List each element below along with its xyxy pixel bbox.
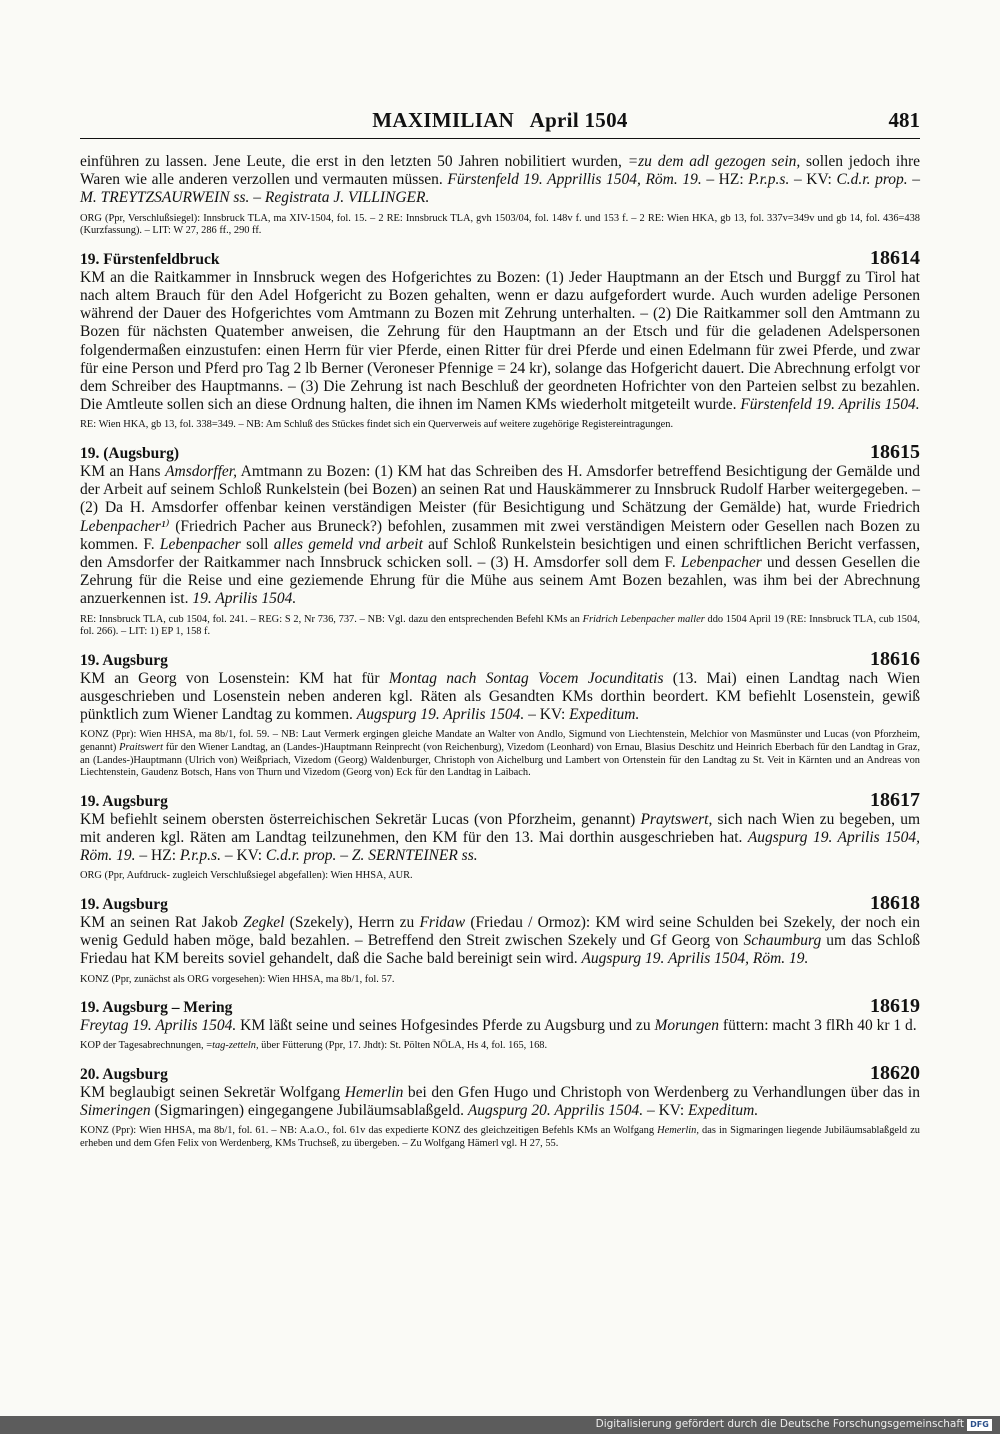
text-run-italic: Lebenpacher: [159, 535, 241, 553]
source-note: [80, 729, 920, 779]
text-run: KM an die Raitkammer in Innsbruck wegen des Hofgerichtes zu Bozen: (1) Jeder Hauptmann an der Etsch und Burggf zu Tirol hat nach altem Brauch für den Adel Hofgericht zu Bozen gehalten, wenn er dazu aufgefordert wurde. Auch wurden adelige Personen während der Dauer des Hofgerichtes vom Amtmann zu Bozen mit Zehrung unterhalten. – (2) Die Raitkammer soll den Amtmann zu Bozen für nächsten Quatember anweisen, die Zehrung für den Hauptmann an der Etsch und für die geladenen Adelspersonen folgendermaßen einzustufen: einen Herrn für vier Pferde, einen Ritter für drei Pferde und einen Edelmann für zwei Pferde, und zwar für eine Person und Pferd pro Tag 2 lb Berner (Veroneser Pfennige = 24 kr), solange das Hofgericht dauert. Die Abrechnung erfolgt vor dem Schreiber des Hauptmanns. – (3) Die Zehrung ist nach Beschluß der geordneten Hofrichter von den Parteien selbst zu bezahlen. Die Amtleute sollen sich an diese Ordnung halten, die ihnen im Namen KMs wiederholt mitgeteilt wurde.: [80, 268, 920, 414]
text-run-italic: Schaumburg: [743, 932, 822, 950]
entry-date: 19. Augsburg: [80, 651, 168, 669]
note-run: RE: Wien HKA, gb 13, fol. 338=349. – NB: Am Schluß des Stückes findet sich ein Querverweis auf weitere zugehörige Registereintragungen.: [80, 419, 674, 431]
entry-text: [80, 1017, 920, 1035]
note-run-italic: Praitswert: [119, 742, 164, 754]
text-run: auf Schloß Runkelstein besichtigen und einen schriftlichen Bericht verfassen, den Amsdorfer der Raitkammer nach Innsbruck schicken soll. – (3) H. Amsdorfer soll dem F.: [80, 535, 920, 572]
text-run: (13. Mai) einen Landtag nach Wien ausgeschrieben und Losenstein neben anderen kgl. Räten als Gesandten KMs dorthin beordert. KM befiehlt Losenstein, gewiß pünktlich zum Wiener Landtag zu kommen.: [80, 669, 920, 724]
entry-header: [80, 246, 920, 269]
note-run: über Fütterung (Ppr, 17. Jhdt): St. Pölten NÖLA, Hs 4, fol. 165, 168.: [258, 1040, 548, 1052]
text-run: (Friedrich Pacher aus Bruneck?) befohlen, zusammen mit zwei verständigen Meistern oder Gesellen nach Bozen zu kommen. F.: [80, 517, 920, 553]
continuation-block: [80, 153, 920, 238]
text-run-italic: Hemerlin: [344, 1084, 404, 1102]
note-run-italic: Hemerlin,: [657, 1125, 699, 1137]
note-run: KONZ (Ppr): Wien HHSA, ma 8b/1, fol. 59. – NB: Laut Vermerk ergingen gleiche Mandate an Walter von Andlo, Sigmund von Liechtenstein, Melchior von Masmünster und Lucas (von Pforzheim, genannt): [80, 729, 920, 754]
entry-number: 18615: [870, 441, 920, 464]
text-run: (Friedau / Ormoz): KM wird seine Schulden bei Szekely, der noch ein wenig Geduld haben möge, bald bezahlen. – Betreffend den Streit zwischen Szekely und Gf Georg von: [80, 914, 920, 950]
text-run-italic: =zu dem adl gezogen sein,: [627, 153, 801, 170]
footer-credit: Digitalisierung gefördert durch die Deutsche Forschungsgemeinschaft: [595, 1418, 964, 1430]
text-run-italic: Montag nach Sontag Vocem Jocunditatis: [388, 669, 664, 687]
entry-date: 19. Augsburg: [80, 896, 168, 914]
text-run-italic: Augspurg 19. Aprilis 1504, Röm. 19.: [80, 829, 920, 865]
text-run-italic: Simeringen: [80, 1102, 151, 1120]
entry-header: [80, 443, 920, 463]
entry-date: 19. Fürstenfeldbruck: [80, 250, 220, 268]
text-run: KM läßt seine und seines Hofgesindes Pferde zu Augsburg und zu: [236, 1017, 655, 1035]
text-run: um das Schloß Friedau hat KM bereits soviel gehandelt, daß die Sache bald bereinigt sein wird.: [80, 932, 920, 968]
entry-number: 18620: [870, 1062, 920, 1085]
entry-text: [80, 811, 920, 866]
entry-date: 19. Augsburg – Mering: [80, 999, 233, 1017]
text-run: Amtmann zu Bozen: (1) KM hat das Schreiben des H. Amsdorfer betreffend Besichtigung der Gemälde und der Arbeit auf seinem Schloß Runkelstein (bei Bozen) an seinen Rat und Hauskämmerer zu Innsbruck Rudolf Harber weitergegeben. – (2) Da H. Amsdorfer offenbar keinen verständigen Meister (für Besichtigung und Schätzung der Gemälde) hat, wurde Friedrich: [80, 463, 920, 517]
text-run: KM an seinen Rat Jakob: [80, 914, 244, 932]
running-header: [80, 108, 920, 139]
text-run: füttern: macht 3 flRh 40 kr 1 d.: [719, 1017, 917, 1035]
text-run-italic: Freytag 19. Aprilis 1504.: [80, 1017, 237, 1035]
text-run-italic: P.r.p.s.: [179, 847, 221, 865]
text-run-italic: Lebenpacher¹⁾: [80, 517, 170, 535]
entry-header: [80, 997, 920, 1017]
note-run: ddo 1504 April 19 (RE: Innsbruck TLA, cub 1504, fol. 266). – LIT: 1) EP 1, 158 f.: [80, 613, 920, 638]
text-run: – HZ:: [135, 847, 180, 865]
text-run: – KV:: [524, 706, 570, 724]
entry-header: [80, 788, 920, 811]
body-text: [80, 153, 920, 1151]
entry-number: 18619: [870, 995, 920, 1018]
page-content: [80, 108, 920, 1151]
text-run: soll: [240, 535, 274, 553]
source-note: [80, 1125, 920, 1150]
text-run: einführen zu lassen. Jene Leute, die erst in den letzten 50 Jahren nobilitiert wurden,: [80, 153, 628, 170]
register-entry: [80, 1064, 920, 1151]
entry-number: 18618: [870, 892, 920, 915]
entry-header: [80, 1064, 920, 1084]
entry-date: 19. Augsburg: [80, 792, 168, 810]
note-run: KONZ (Ppr, zunächst als ORG vorgesehen): Wien HHSA, ma 8b/1, fol. 57.: [80, 973, 395, 985]
running-title: MAXIMILIAN April 1504: [372, 108, 628, 132]
page-number: 481: [888, 108, 920, 132]
entry-date: 20. Augsburg: [80, 1066, 168, 1084]
entry-text: [80, 269, 920, 415]
register-entry: [80, 894, 920, 986]
source-note: [80, 614, 920, 639]
source-note: ORG (Ppr, Verschlußsiegel): Innsbruck TLA, ma XIV-1504, fol. 15. – 2 RE: Innsbruck TLA, gvh 1503/04, fol. 148v f. und 153 f. – 2 RE: Wien HKA, gb 13, fol. 337v=349v und gb 14, fol. 436=438 (Kurzfassung). – LIT: W 27, 286 ff., 290 ff.: [80, 212, 920, 237]
continuation-text: [80, 153, 920, 208]
entry-header: [80, 647, 920, 670]
text-run-italic: Augspurg 20. Apprilis 1504.: [467, 1102, 644, 1120]
text-run-italic: Expeditum.: [569, 706, 640, 724]
entry-header: [80, 894, 920, 914]
text-run-italic: Expeditum.: [688, 1102, 759, 1120]
text-run: sollen jedoch ihre Waren wie alle anderen verzollen und vermauten müssen.: [80, 153, 920, 189]
register-entry: [80, 788, 920, 883]
source-note: [80, 974, 920, 987]
entry-text: [80, 463, 920, 609]
entry-number: 18614: [870, 246, 920, 269]
text-run-italic: Augspurg 19. Aprilis 1504, Röm. 19.: [581, 950, 809, 968]
entry-text: [80, 670, 920, 725]
note-run-italic: Fridrich Lebenpacher maller: [582, 613, 705, 625]
source-note: [80, 870, 920, 883]
note-run: KOP der Tagesabrechnungen, =: [80, 1040, 213, 1052]
text-run-italic: Amsdorffer,: [165, 463, 237, 481]
text-run-italic: Zegkel: [243, 914, 285, 932]
note-run: für den Wiener Landtag, an (Landes-)Hauptmann Reinprecht (von Reichenburg), Vizedom (Leonhard) von Ernau, Blasius Deschitz und Heinrich Eberbach für den Landtag in Graz, an (Landes-)Hauptmann (Ulrich von) Weißpriach, Vizedom (Georg) Waldenburger, Christoph von Aichelburg und Lambert von Ortenstein für den Landtag zu St. Veit in Kärnten und an Andreas von Liechtenstein, Gaudenz Botsch, Hans von Thurn und Vizedom (Georg von) Eck für den Landtag in Laibach.: [80, 742, 921, 779]
entry-text: [80, 1084, 920, 1120]
text-run-italic: Fürstenfeld 19. Aprilis 1504.: [740, 396, 920, 414]
text-run-italic: Fürstenfeld 19. Apprillis 1504, Röm. 19.: [447, 171, 702, 189]
text-run: – KV:: [220, 847, 266, 865]
text-run-italic: Augspurg 19. Aprilis 1504.: [356, 706, 525, 724]
text-run-italic: Lebenpacher: [680, 554, 762, 572]
text-run: bei den Gfen Hugo und Christoph von Werdenberg zu Verhandlungen über das in: [403, 1084, 920, 1102]
text-run-italic: Fridaw: [419, 914, 466, 932]
note-run: RE: Innsbruck TLA, cub 1504, fol. 241. – REG: S 2, Nr 736, 737. – NB: Vgl. dazu den entsprechenden Befehl KMs an: [80, 613, 583, 625]
footer-strip: [0, 1416, 1000, 1434]
text-run-italic: Praytswert,: [640, 810, 713, 828]
text-run: – KV:: [789, 171, 837, 189]
source-note: [80, 1040, 920, 1053]
text-run: KM befiehlt seinem obersten österreichischen Sekretär Lucas (von Pforzheim, genannt): [80, 810, 641, 828]
text-run: – HZ:: [701, 171, 749, 189]
note-run-italic: tag-zetteln,: [212, 1040, 259, 1052]
text-run-italic: alles gemeld vnd arbeit: [273, 535, 423, 553]
entry-number: 18617: [870, 788, 920, 811]
text-run-italic: 19. Aprilis 1504.: [192, 590, 297, 608]
text-run-italic: Morungen: [654, 1017, 720, 1035]
entry-number: 18616: [870, 647, 920, 670]
text-run: KM beglaubigt seinen Sekretär Wolfgang: [80, 1084, 345, 1102]
text-run: und dessen Gesellen die Zehrung für die Reise und eine geziemende Ehrung für die Mühe aus seinem Amt Bozen bezahlen, was ihm bei der Abrechnung anzuerkennen ist.: [80, 554, 920, 608]
register-entry: [80, 647, 921, 780]
register-entry: [80, 443, 920, 639]
register-entry: [80, 997, 920, 1053]
entry-text: [80, 914, 920, 969]
note-run: ORG (Ppr, Aufdruck- zugleich Verschlußsiegel abgefallen): Wien HHSA, AUR.: [80, 870, 413, 882]
text-run-italic: C.d.r. prop. – M. TREYTZSAURWEIN ss. – Registrata J. VILLINGER.: [80, 171, 921, 207]
note-run: das in Sigmaringen liegende Jubiläumsablaßgeld zu erheben und dem Gfen Felix von Werdenberg, KMs Truchseß, zu übergeben. – Zu Wolfgang Hämerl vgl. H 27, 55.: [80, 1125, 920, 1150]
text-run: (Sigmaringen) eingegangene Jubiläumsablaßgeld.: [150, 1102, 468, 1120]
text-run: – KV:: [643, 1102, 689, 1120]
register-entry: [80, 246, 920, 432]
text-run: (Szekely), Herrn zu: [284, 914, 420, 932]
note-run: KONZ (Ppr): Wien HHSA, ma 8b/1, fol. 61. – NB: A.a.O., fol. 61v das expedierte KONZ des gleichzeitigen Befehls KMs an Wolfgang: [80, 1125, 658, 1137]
dfg-logo: DFG: [967, 1419, 992, 1431]
entry-date: 19. (Augsburg): [80, 445, 180, 463]
text-run-italic: P.r.p.s.: [748, 171, 790, 189]
text-run: KM an Hans: [80, 463, 166, 481]
source-note: [80, 419, 920, 432]
text-run: KM an Georg von Losenstein: KM hat für: [80, 669, 389, 687]
text-run: sich nach Wien zu begeben, um mit anderen kgl. Räten am Landtag teilzunehmen, den KM für den 13. Mai dorthin ausgeschrieben hat.: [80, 810, 920, 847]
text-run-italic: C.d.r. prop. – Z. SERNTEINER ss.: [265, 847, 478, 865]
